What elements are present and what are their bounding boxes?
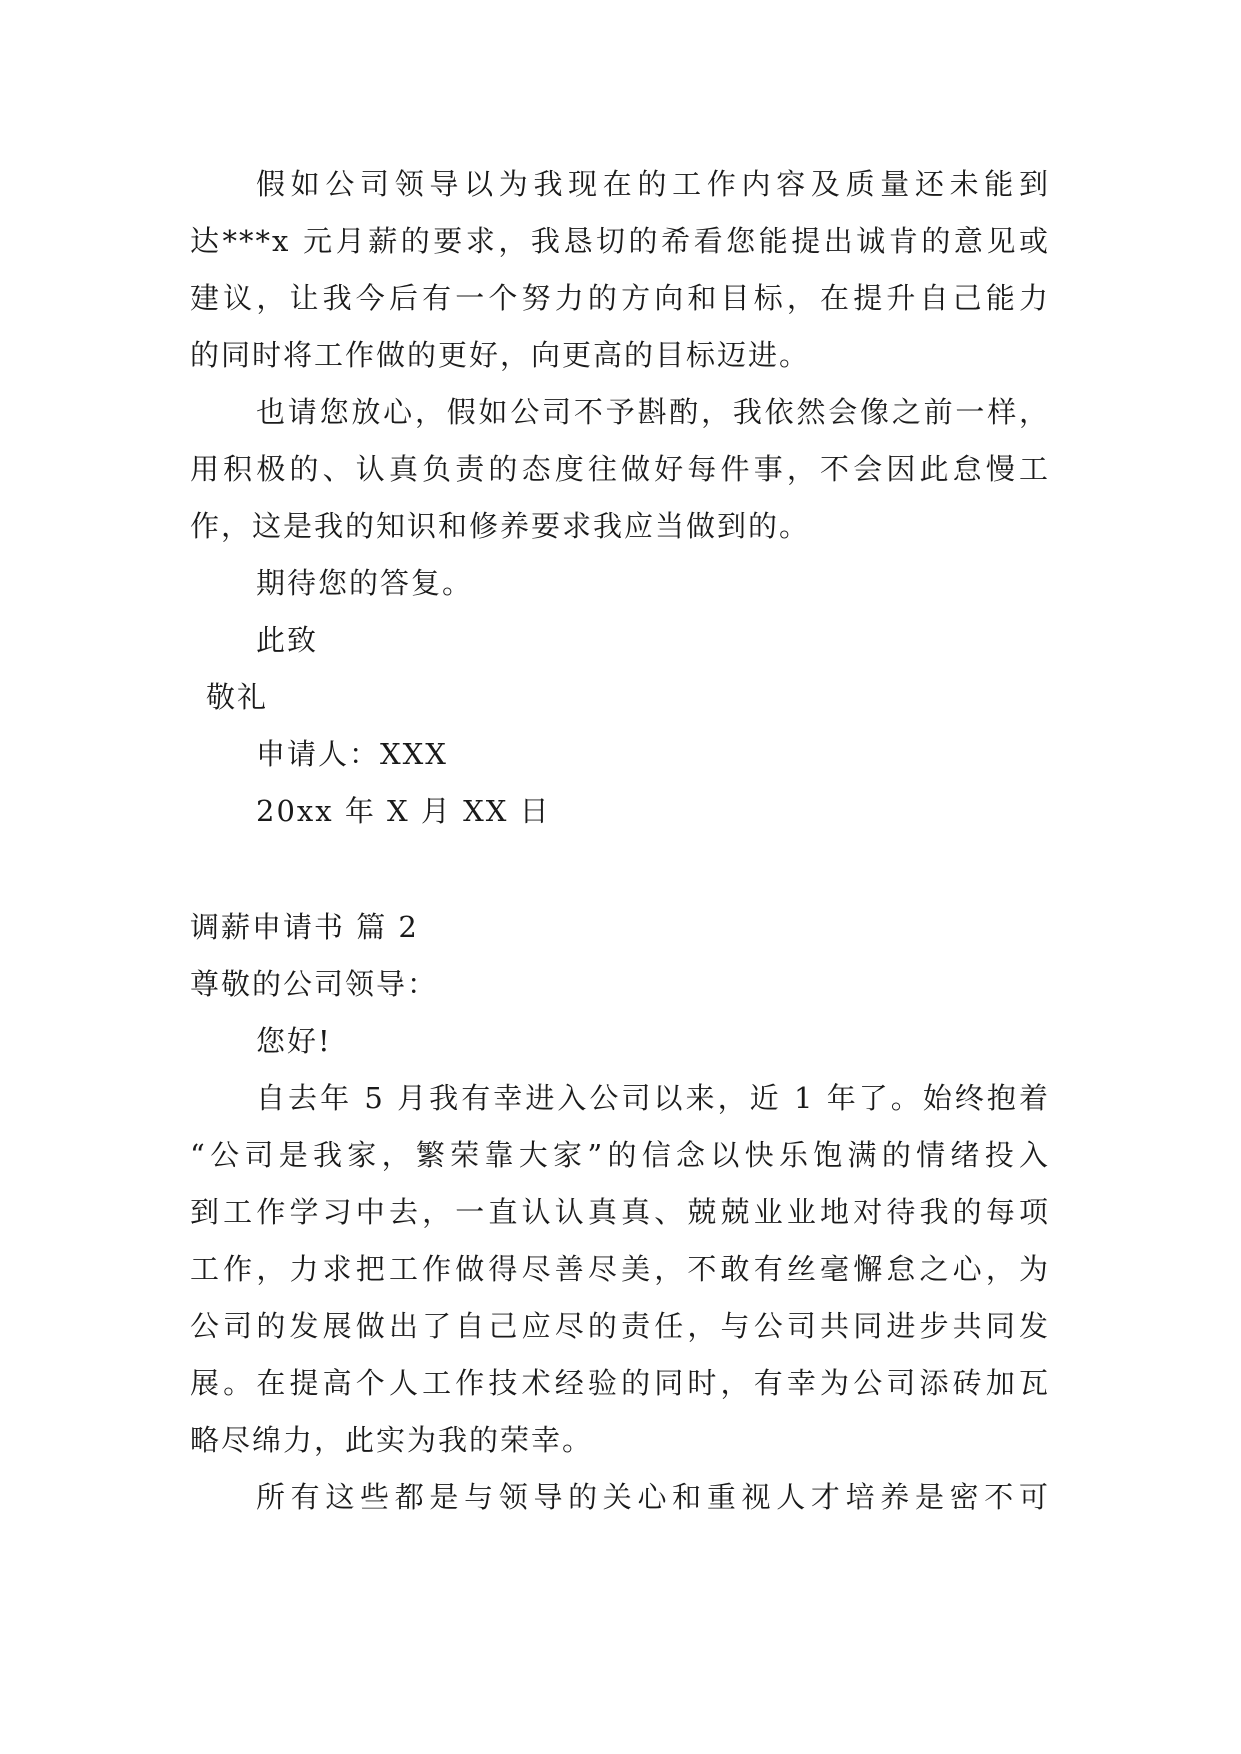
paragraph-line: 工作，力求把工作做得尽善尽美，不敢有丝毫懈怠之心，为 bbox=[190, 1252, 1050, 1286]
date-line: 20xx 年 X 月 XX 日 bbox=[256, 794, 551, 828]
paragraph-line: 也请您放心，假如公司不予斟酌，我依然会像之前一样， bbox=[256, 395, 1050, 429]
paragraph-line: 到工作学习中去，一直认认真真、兢兢业业地对待我的每项 bbox=[190, 1195, 1050, 1229]
section-heading: 调薪申请书 篇 2 bbox=[190, 910, 419, 944]
paragraph-line: 达***x 元月薪的要求，我恳切的希看您能提出诚肯的意见或 bbox=[190, 224, 1050, 258]
paragraph-line: “公司是我家，繁荣靠大家”的信念以快乐饱满的情绪投入 bbox=[190, 1138, 1050, 1172]
regards: 敬礼 bbox=[206, 680, 269, 714]
paragraph-line: 建议，让我今后有一个努力的方向和目标，在提升自己能力 bbox=[190, 281, 1050, 315]
closing-line: 期待您的答复。 bbox=[256, 566, 474, 600]
addressee: 尊敬的公司领导： bbox=[190, 967, 439, 1001]
paragraph-line: 展。在提高个人工作技术经验的同时，有幸为公司添砖加瓦 bbox=[190, 1366, 1050, 1400]
greeting: 您好! bbox=[256, 1024, 332, 1058]
paragraph-line: 的同时将工作做的更好，向更高的目标迈进。 bbox=[190, 338, 811, 372]
paragraph-line: 作，这是我的知识和修养要求我应当做到的。 bbox=[190, 509, 811, 543]
salutation: 此致 bbox=[256, 623, 319, 657]
paragraph-line: 所有这些都是与领导的关心和重视人才培养是密不可 bbox=[256, 1480, 1050, 1514]
applicant-line: 申请人：XXX bbox=[256, 737, 448, 771]
paragraph-line: 自去年 5 月我有幸进入公司以来，近 1 年了。始终抱着 bbox=[256, 1081, 1050, 1115]
paragraph-line: 假如公司领导以为我现在的工作内容及质量还未能到 bbox=[256, 167, 1050, 201]
paragraph-line: 用积极的、认真负责的态度往做好每件事，不会因此怠慢工 bbox=[190, 452, 1050, 486]
paragraph-line: 略尽绵力，此实为我的荣幸。 bbox=[190, 1423, 594, 1457]
paragraph-line: 公司的发展做出了自己应尽的责任，与公司共同进步共同发 bbox=[190, 1309, 1050, 1343]
